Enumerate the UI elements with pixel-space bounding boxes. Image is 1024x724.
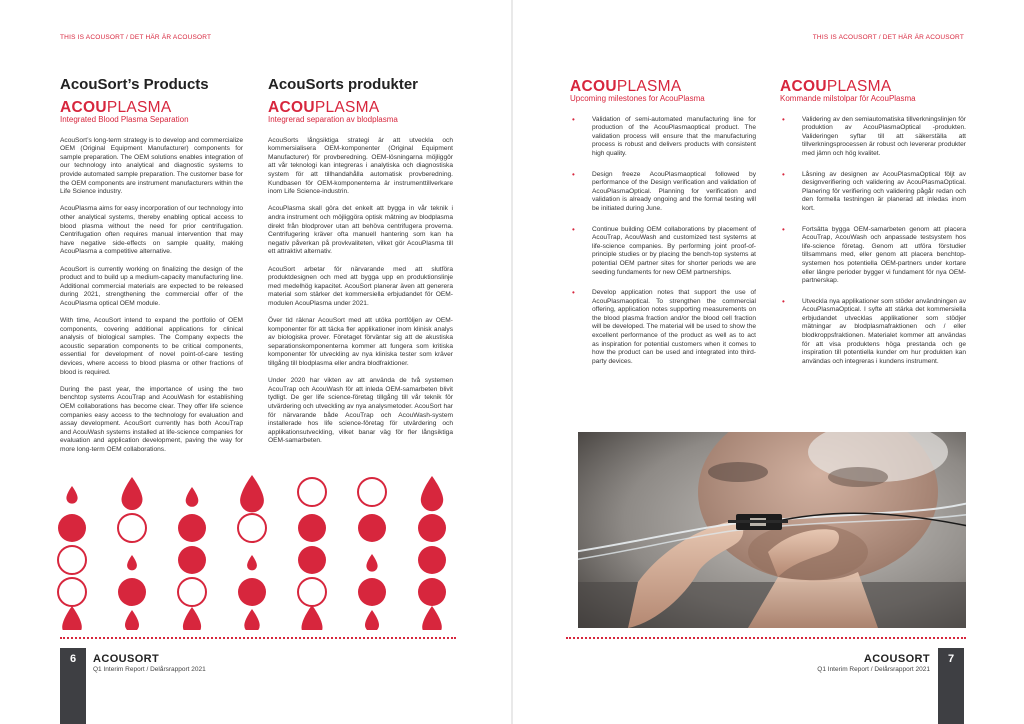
list-item: • Fortsätta bygga OEM-samarbeten genom att placera AcouTrap, AcouWash och anpassade testsystem hos life-science företag. Genom att utföra förstudier tillsammans med, eller genom att placera benchtop-systemen hos potentiella OEM-partners under kortare eller längre perioder bygger vi fundament för nya OEM-partnerskap. xyxy=(780,226,966,286)
left-footer-brand: ACOUSORT xyxy=(93,653,160,665)
acouplasma-brand xyxy=(268,99,453,116)
acouplasma-brand xyxy=(570,78,756,95)
milstolpar-subtitle: Kommande milstolpar för AcouPlasma xyxy=(780,94,916,103)
left-column-english xyxy=(60,76,243,463)
paragraph: AcouPlasma skall göra det enkelt att bygga in vår teknik i andra instrument och möjliggöra optisk mätning av blodplasma direkt från blodprover utan att behöva centrifugera proverna. Centrifugering kräver ofta manuell hantering som kan ha negativ påverkan på provkvaliteten, vilket gör AcouPlasma till ett attraktivt alternativ. xyxy=(268,205,453,256)
brand-acou: ACOU xyxy=(60,99,107,116)
right-footer-brand: ACOUSORT xyxy=(863,653,930,665)
right-page-number: 7 xyxy=(947,653,955,665)
milestones-list xyxy=(570,116,756,367)
paragraph: Under 2020 har vikten av att använda de två systemen AcouTrap och AcouWash för att inleda OEM-samarbeten blivit tydligt. De ger life science-företag tillgång till vår teknik för utvärdering och utveckling av nya analysmetoder. AcouSort har för närvarande både AcouTrap och AcouWash-system installerade hos life science-företag för utvärdering och applikationsutveckling, vilket banar väg för fler långsiktiga OEM-samarbeten. xyxy=(268,377,453,445)
right-column-swedish xyxy=(780,78,966,378)
products-subtitle: Integrated Blood Plasma Separation xyxy=(60,115,189,124)
right-column-english xyxy=(570,78,756,378)
right-footer-subtitle: Q1 Interim Report / Delårsrapport 2021 xyxy=(817,666,930,673)
products-heading: AcouSort’s Products xyxy=(60,76,209,93)
chip-photo xyxy=(578,432,966,628)
hand-holding-chip-illustration xyxy=(578,432,966,628)
list-item: • Validering av den semiautomatiska tillverkningslinjen för produktion av AcouPlasmaOptical -produkten. Valideringen syftar till att säkerställa att tillverkningsprocessen är robust och levererar produkter med jämn och hög kvalitet. xyxy=(780,116,966,159)
brand-plasma: PLASMA xyxy=(106,99,172,116)
list-item: • Continue building OEM collaborations by placement of AcouTrap, AcouWash and customized test systems at life-science companies. By performing joint proof-of-principle studies or by placing the bench-top systems at potential OEM partner sites for shorter periods we are seeding fundaments for new OEM partnerships. xyxy=(570,226,756,278)
brand-plasma: PLASMA xyxy=(616,78,682,95)
paragraph: AcouSorts långsiktiga strategi är att utveckla och kommersialisera OEM-komponenter (Original Equipment Manufacturer) för provberedning. OEM-lösningarna möjliggör att vår teknologi kan integreras i analytiska och diagnostiska system för att tillhandahålla automatisk provberedning. Kundbasen för OEM-komponenterna är instrumenttillverkare inom Life Science-industrin. xyxy=(268,136,453,196)
produkter-heading: AcouSorts produkter xyxy=(268,76,419,93)
paragraph: AcouPlasma aims for easy incorporation of our technology into other analytical systems, thereby enabling optical access to blood plasma without the need for prior centrifugation. Centrifugation often requires manual intervention that may have negative side-effects on sample quality, making AcouPlasma a competitive alternative. xyxy=(60,205,243,256)
milestones-subtitle: Upcoming milestones for AcouPlasma xyxy=(570,94,705,103)
left-footer-divider xyxy=(60,637,456,639)
left-page-number: 6 xyxy=(69,653,77,665)
paragraph: AcouSort’s long-term strategy is to develop and commercialize OEM (Original Equipment Manufacturer) components for sample preparation. The OEM solutions enables integration of our technology into analytical and diagnostic systems to provide automated sample preparation. The customer base for the OEM components are instrument manufacturers within the Life Science industry. xyxy=(60,136,243,196)
paragraph: With time, AcouSort intend to expand the portfolio of OEM components, covering additional applications for clinical analysis of biological samples. The Company expects the acoustic separation components to be critical components, essential for development of novel point-of-care testing devices, where access to blood plasma or other fractions of blood is required. xyxy=(60,317,243,376)
list-item: • Låsning av designen av AcouPlasmaOptical följt av designverifiering och validering av AcouPlasmaOptical. Planering för verifiering och validering pågår redan och den formella testningen är planerad att inledas inom kort. xyxy=(780,171,966,214)
list-item: • Design freeze AcouPlasmaoptical followed by performance of the Design verification and validation of AcouPlasmaOptical. Planning for verification and validation is already ongoing and the formal testing will be initiated during June. xyxy=(570,171,756,214)
acouplasma-brand xyxy=(60,99,243,116)
brand-acou: ACOU xyxy=(570,78,617,95)
brand-acou: ACOU xyxy=(268,99,315,116)
left-column-swedish xyxy=(268,76,453,455)
milstolpar-list xyxy=(780,116,966,367)
right-section-label: THIS IS ACOUSORT / DET HÄR ÄR ACOUSORT xyxy=(812,34,964,41)
brand-acou: ACOU xyxy=(780,78,827,95)
brand-plasma: PLASMA xyxy=(826,78,892,95)
paragraph: Över tid räknar AcouSort med att utöka portföljen av OEM-komponenter för att täcka fler applikationer inom klinisk analys av biologiska prover. Företaget förväntar sig att de akustiska separationskomponenterna kommer att fungera som kritiska komponenter för utveckling av nya kliniska tester som kräver tillgång till blodplasma eller andra blodfraktioner. xyxy=(268,317,453,368)
paragraph: AcouSort arbetar för närvarande med att slutföra produktdesignen och med att bygga upp en produktionslinje med medelhög kapacitet. AcouSort planerar även att generera material som stärker det kommersiella erbjudandet för OEM-modulen AcouPlasma under 2021. xyxy=(268,265,453,307)
acouplasma-brand xyxy=(780,78,966,95)
list-item: • Utveckla nya applikationer som stöder användningen av AcouPlasmaOptical. I syfte att stärka det kommersiella erbjudandet utvecklas applikationer som stödjer mätningar av blodplasmafraktionen och / eller blodkroppsfraktionen. Materialet kommer att användas för att visa produktens höga prestanda och ge inspiration till potentiella kunder om hur produkten kan användas och integreras i kundens instrument. xyxy=(780,298,966,367)
list-item: • Develop application notes that support the use of AcouPlasmaoptical. To strengthen the commercial offering, application notes supporting measurements on the blood plasma fraction and/or the blood cell fraction will be developed. The material will be used to show the excellent performance of the product as well as to act as inspiration for potential customers when it comes to how the product can be used and integrated into third-party devices. xyxy=(570,289,756,366)
brand-plasma: PLASMA xyxy=(314,99,380,116)
left-footer-subtitle: Q1 Interim Report / Delårsrapport 2021 xyxy=(93,666,206,673)
produkter-subtitle: Integrerad separation av blodplasma xyxy=(268,115,398,124)
list-item: • Validation of semi-automated manufacturing line for production of the AcouPlasmaoptical product. The validation process will ensure that the manufacturing process is robust and delivers products with consistent high quality. xyxy=(570,116,756,159)
blood-drop-pattern-graphic xyxy=(50,470,460,630)
right-footer-divider xyxy=(566,637,966,639)
paragraph: AcouSort is currently working on finalizing the design of the product and to build up a medium-capacity manufacturing line. Additional commercial materials are expected to be released during 2021, strengthening the commercial offer of the AcouPlasma optical OEM module. xyxy=(60,265,243,307)
page-gutter xyxy=(511,0,513,724)
left-section-label: THIS IS ACOUSORT / DET HÄR ÄR ACOUSORT xyxy=(60,34,212,41)
paragraph: During the past year, the importance of using the two benchtop systems AcouTrap and AcouWash for establishing OEM collaborations has become clear. They offer life science companies easy access to the technology for evaluation and assay development. AcouSort currently has both AcouTrap and AcouWash systems installed at life-science companies for evaluation and application development, paving the way for more long-term OEM collaborations. xyxy=(60,385,243,453)
